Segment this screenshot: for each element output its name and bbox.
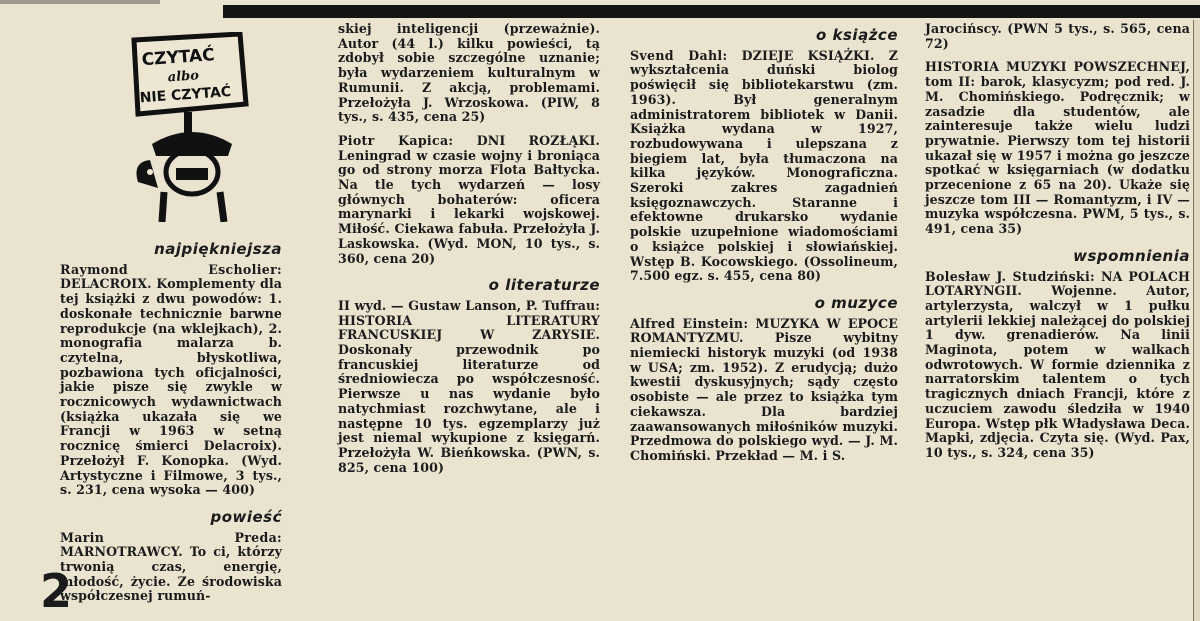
review-author: Marin Preda:: [60, 529, 282, 545]
logo-line3: NIE CZYTAĆ: [139, 83, 232, 107]
review-author: Raymond Escholier:: [60, 261, 282, 277]
review-historia-muzyki: [925, 60, 1190, 236]
section-heading-o-literaturze: o literaturze: [488, 276, 600, 295]
section-heading-najpiekniejsza: najpiękniejsza: [154, 240, 282, 258]
column-4: [925, 22, 1190, 461]
logo-line2: albo: [167, 68, 200, 86]
header-bar: [223, 5, 1200, 18]
review-marnotrawcy: [60, 531, 282, 605]
review-author: Piotr Kapica:: [338, 132, 454, 148]
review-dzieje-ksiazki: [630, 49, 898, 284]
review-text: MARNOTRAWCY. To ci, którzy trwonią czas, energię, młodość, życie. Ze środowiska współczesnej rumuń-: [60, 544, 282, 604]
column-1: [60, 236, 282, 604]
page-edge: [1193, 20, 1200, 621]
section-heading-wspomnienia: wspomnienia: [1073, 246, 1190, 265]
review-delacroix: [60, 263, 282, 498]
review-na-polach-lotaryngii: [925, 270, 1190, 461]
review-text: MUZYKA W EPOCE ROMANTYZMU. Pisze wybitny niemiecki historyk muzyki (od 1938 w USA; zm. 1952). Z erudycją; dużo kwestii dyskusyjnych; sądy często osobiste — ale przez to książka tym ciekawsza. Dla bardziej zaawansowanych miłośników muzyki. Przedmowa do polskiego wyd. — J. M. Chomiński. Przekład — M. i S.: [630, 315, 898, 463]
review-text: DNI ROZŁĄKI. Leningrad w czasie wojny i broniąca go od strony morza Flota Bałtycka. Na tle tych wydarzeń — losy głównych bohaterów: oficera marynarki i lekarki wojskowej. Miłość. Ciekawa fabuła. Przełożyła J. Laskowska. (Wyd. MON, 10 tys., s. 360, cena 20): [338, 132, 600, 266]
review-muzyka-romantyzmu-cont: [925, 22, 1190, 51]
logo-line1: CZYTAĆ: [141, 45, 216, 71]
review-author: Alfred Einstein:: [630, 315, 749, 331]
section-heading-powiesc: powieść: [210, 507, 282, 526]
review-historia-literatury: [338, 299, 600, 475]
column-3: [630, 22, 898, 464]
review-text: II wyd. — Gustaw Lanson, P. Tuffrau: HISTORIA LITERATURY FRANCUSKIEJ W ZARYSIE. Doskonały przewodnik po francuskiej literaturze od średniowiecza po współczesność. Pierwsze u nas wydanie było natychmiast rozchwytane, ale i następne 10 tys. egzemplarzy już jest niemal wykupione z księgarń. Przełożyła W. Bieńkowska. (PWN, s. 825, cena 100): [338, 297, 600, 475]
review-text: skiej inteligencji (przeważnie). Autor (44 l.) kilku powieści, tą zdobył sobie szczególne uznanie; była wydarzeniem kulturalnym w Rumunii. Z akcją, problemami. Przełożyła J. Wrzoskowa. (PIW, 8 tys., s. 435, cena 25): [338, 21, 600, 125]
review-muzyka-romantyzmu: [630, 317, 898, 464]
column-2: [338, 22, 600, 475]
review-text: HISTORIA MUZYKI POWSZECHNEJ, tom II: barok, klasycyzm; pod red. J. M. Chomińskiego. Podręcznik; w zasadzie dla studentów, ale zainteresuje także wielu ludzi prywatnie. Pierwszy tom tej historii ukazał się w 1957 i można go jeszcze spotkać w księgarniach (w dodatku przecenione z 65 na 20). Ukaże się jeszcze tom III — Romantyzm, i IV — muzyka współczesna. PWM, 5 tys., s. 491, cena 35): [925, 59, 1190, 237]
page-number: 2: [40, 564, 73, 618]
section-heading-o-ksiazce: o książce: [816, 26, 898, 44]
review-marnotrawcy-cont: [338, 22, 600, 125]
review-text: Jarocińscy. (PWN 5 tys., s. 565, cena 72): [925, 21, 1190, 51]
top-left-rule: [0, 0, 160, 4]
review-author: Svend Dahl:: [630, 47, 728, 63]
review-dni-rozlaki: [338, 134, 600, 266]
review-text: NA POLACH LOTARYNGII. Wojenne. Autor, artylerzysta, walczył w 1 pułku artylerii lekkiej należącej do polskiej 1 dyw. grenadierów. Na linii Maginota, potem w walkach odwrotowych. W formie dziennika z narratorskim talentem o tych tragicznych dniach Francji, które z uczuciem zawodu śledziła w 1940 Europa. Wstęp płk Władysława Deca. Mapki, zdjęcia. Czyta się. (Wyd. Pax, 10 tys., s. 324, cena 35): [925, 268, 1191, 460]
section-heading-o-muzyce: o muzyce: [814, 293, 898, 312]
review-author: Bolesław J. Studziński:: [925, 268, 1095, 284]
review-text: DELACROIX. Komplementy dla tej książki z dwu powodów: 1. doskonałe technicznie barwne reprodukcje (na wklejkach), 2. monografia malarza b. czytelna, błyskotliwa, pozbawiona tych oficjalności, jakie pisze się zwykle w rocznicowych wydawnictwach (książka ukazała się we Francji w 1963 w setną rocznicę śmierci Delacroix). Przełożył F. Konopka. (Wyd. Artystyczne i Filmowe, 3 tys., s. 231, cena wysoka — 400): [60, 276, 282, 498]
review-text: DZIEJE KSIĄŻKI. Z wykształcenia duński biolog poświęcił się bibliotekarstwu (zm. 1963). Był generalnym administratorem bibliotek w Danii. Książka wydana w 1927, rozbudowywana i ulepszana z biegiem lat, była tłumaczona na kilka języków. Monograficzna. Szeroki zakres zagadnień księgoznawczych. Staranne i efektowne drukarsko wydanie polskie uzupełnione wiadomościami o książce polskiej i słowiańskiej. Wstęp B. Kocowskiego. (Ossolineum, 7.500 egz. s. 455, cena 80): [630, 47, 898, 284]
czytac-logo: [128, 32, 256, 222]
